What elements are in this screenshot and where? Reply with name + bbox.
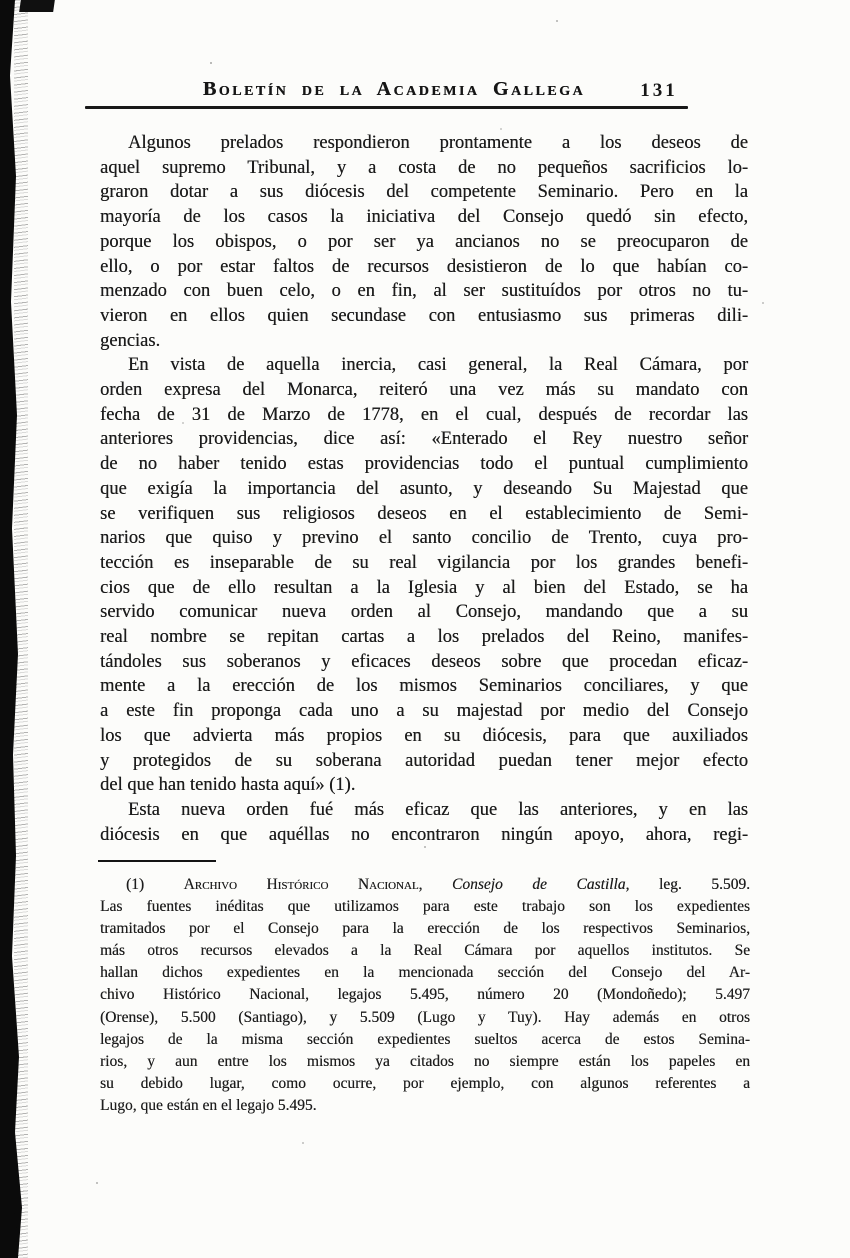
running-header-title: Boletín de la Academia Gallega [202, 78, 586, 100]
paragraph [100, 353, 748, 798]
text-line: gencias. [100, 330, 161, 351]
binding-speckle-texture [14, 0, 28, 1258]
text-line: del que han tenido hasta aquí» (1). [100, 775, 356, 796]
text-line: que exigía la importancia del asunto, y deseando Su Majestad que [100, 478, 748, 499]
text-line: Lugo, que están en el legajo 5.495. [100, 1096, 317, 1114]
scan-noise-speckles [0, 0, 2, 2]
text-line: más otros recursos elevados a la Real Cámara por aquellos institutos. Se [100, 942, 750, 960]
text-line: Algunos prelados respondieron prontamente a los deseos de [128, 133, 748, 153]
text-line: vieron en ellos quien secundase con entusiasmo sus primeras dili- [100, 305, 748, 326]
text-line: servido comunicar nueva orden al Consejo, mandando que a su [100, 602, 748, 623]
text-line: los que advierta más propios en su diócesis, para que auxiliados [100, 725, 748, 746]
footnote-marker: (1) [126, 876, 145, 893]
text-line: y protegidos de su soberana autoridad puedan tener mejor efecto [100, 750, 748, 771]
text-line: (Orense), 5.500 (Santiago), y 5.509 (Lugo y Tuy). Hay además en otros [100, 1008, 750, 1026]
text-line: se verifiquen sus religiosos deseos en el establecimiento de Semi- [100, 503, 748, 524]
footnote-work-title: Consejo de Castilla, [451, 876, 630, 893]
text-line: chivo Histórico Nacional, legajos 5.495, número 20 (Mondoñedo); 5.497 [100, 986, 750, 1004]
text-line: ello, o por estar faltos de recursos desistieron de lo que habían co- [100, 256, 748, 277]
text-line: tándoles sus soberanos y eficaces deseos sobre que procedan eficaz- [100, 651, 748, 672]
page-number: 131 [640, 80, 678, 101]
text-line: orden expresa del Monarca, reiteró una vez más su mandato con [100, 380, 748, 401]
text-line: porque los obispos, o por ser ya ancianos no se preocuparon de [100, 231, 748, 252]
text-line: En vista de aquella inercia, casi general, la Real Cámara, por [128, 355, 748, 376]
text-line: hallan dichos expedientes en la mencionada sección del Consejo del Ar- [100, 964, 750, 982]
paragraph [100, 798, 748, 847]
text-line: tramitados por el Consejo para la erección de los respectivos Seminarios, [100, 920, 750, 938]
text-line: anteriores providencias, dice así: «Enterado el Rey nuestro señor [100, 429, 748, 450]
footnote-separator-rule [98, 860, 216, 862]
text-line: real nombre se repitan cartas a los prelados del Reino, manifes- [100, 627, 748, 648]
text-line: menzado con buen celo, o en fin, al ser sustituídos por otros no tu- [100, 281, 748, 302]
text-line: Esta nueva orden fué más eficaz que las anteriores, y en las [128, 799, 748, 820]
footnote-text [100, 896, 750, 1117]
text-line: a este fin proponga cada uno a su majestad por medio del Consejo [100, 701, 748, 722]
paragraph [100, 131, 748, 353]
text-line: fecha de 31 de Marzo de 1778, en el cual, después de recordar las [100, 404, 748, 425]
text-line: legajos de la misma sección expedientes sueltos acerca de estos Semina- [100, 1030, 750, 1048]
text-line: graron dotar a sus diócesis del competente Seminario. Pero en la [100, 182, 748, 203]
footnote-legajo-ref: leg. 5.509. [658, 876, 751, 893]
main-text-block [100, 131, 748, 847]
footnote-block [100, 874, 750, 1117]
footnote-archive-name: Archivo Histórico Nacional, [183, 876, 423, 893]
text-line: mente a la erección de los mismos Seminarios conciliares, y que [100, 676, 748, 697]
header-rule [85, 106, 688, 109]
text-line: aquel supremo Tribunal, y a costa de no pequeños sacrificios lo- [100, 157, 748, 178]
text-line: diócesis en que aquéllas no encontraron ningún apoyo, ahora, regi- [100, 824, 748, 845]
text-line: de no haber tenido estas providencias todo el puntual cumplimiento [100, 454, 748, 475]
text-line: narios que quiso y previno el santo concilio de Trento, cuya pro- [100, 528, 748, 549]
text-line: tección es inseparable de su real vigilancia por los grandes benefi- [100, 552, 748, 573]
scan-corner-mark [19, 0, 55, 12]
text-line: mayoría de los casos la iniciativa del Consejo quedó sin efecto, [100, 207, 748, 228]
footnote-source-line [100, 874, 750, 896]
text-line: cios que de ello resultan a la Iglesia y al bien del Estado, se ha [100, 577, 748, 598]
text-line: Las fuentes inéditas que utilizamos para este trabajo son los expedientes [100, 898, 750, 916]
text-line: su debido lugar, como ocurre, por ejemplo, con algunos referentes a [100, 1074, 750, 1092]
text-line: rios, y aun entre los mismos ya citados no siempre están los papeles en [100, 1052, 750, 1070]
